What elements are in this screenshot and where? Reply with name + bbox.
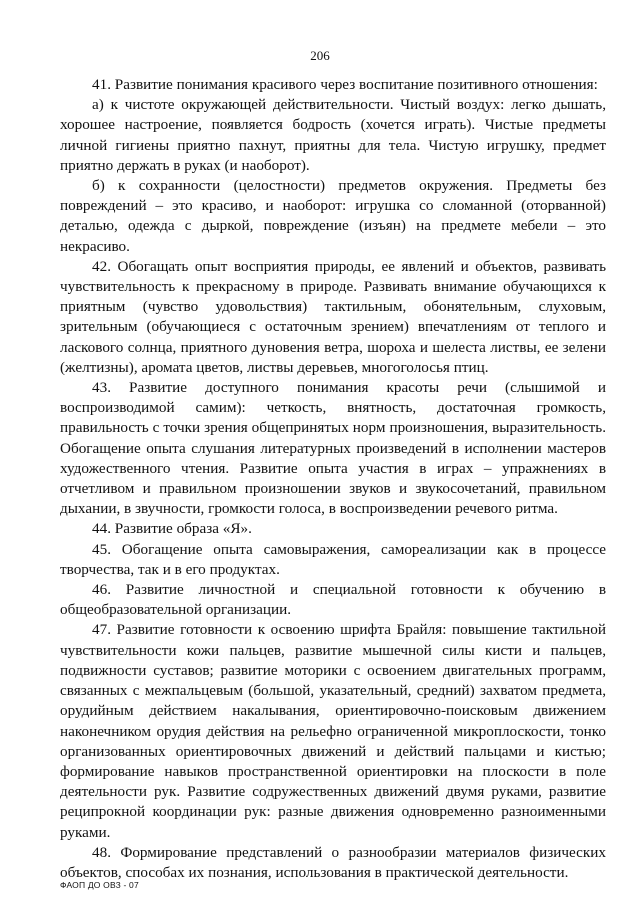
paragraph-45: 45. Обогащение опыта самовыражения, самореализации как в процессе творчества, так и в его продуктах.: [60, 540, 606, 578]
paragraph-43: 43. Развитие доступного понимания красоты речи (слышимой и воспроизводимой самим): четкость, внятность, достаточная громкость, правильность с точки зрения общепринятых норм произношения, выразительность. Обогащение опыта слушания литературных произведений в исполнении мастеров художественного чтения. Развитие опыта участия в играх – упражнениях в отчетливом и правильном произношении звуков и звукосочетаний, правильном дыхании, в звучности, громкости голоса, в воспроизведении речевого ритма.: [60, 379, 606, 518]
paragraph-48: 48. Формирование представлений о разнообразии материалов физических объектов, способах их познания, использования в практической деятельности.: [60, 843, 606, 881]
paragraph-44: 44. Развитие образа «Я».: [92, 520, 252, 538]
paragraph-47: 47. Развитие готовности к освоению шрифта Брайля: повышение тактильной чувствительности кожи пальцев, развитие мышечной силы кисти и пальцев, подвижности суставов; развитие моторики с освоением двигательных программ, связанных с межпальцевым (большой, указательный, средний) захватом предмета, орудийным действием накалывания, ориентировочно-поисковым движением наконечником орудия действия на рельефно ограниченной микроплоскости, тонко организованных ориентировочных движений и действий пальцами и кистью; формирование навыков пространственной ориентировки на плоскости в поле деятельности рук. Развитие содружественных движений двумя руками, развитие реципрокной координации рук: разные движения одновременно разноименными руками.: [60, 621, 606, 841]
paragraph-42: 42. Обогащать опыт восприятия природы, ее явлений и объектов, развивать чувствительность к прекрасному в природе. Развивать внимание обучающихся к приятным (чувство удовольствия) тактильным, обонятельным, слуховым, зрительным (обучающиеся с остаточным зрением) впечатлениям от теплого и ласкового солнца, приятного дуновения ветра, шороха и шелеста листвы, ее зелени (желтизны), аромата цветов, листвы деревьев, многоголосья птиц.: [60, 257, 606, 376]
paragraph-41b: б) к сохранности (целостности) предметов окружения. Предметы без повреждений – это красиво, и наоборот: игрушка со сломанной (оторванной) деталью, одежда с дыркой, повреждение (изъян) на предмете мебели – это некрасиво.: [60, 177, 606, 255]
body-text: [60, 75, 606, 883]
paragraph-41a: а) к чистоте окружающей действительности. Чистый воздух: легко дышать, хорошее настроение, появляется бодрость (хочется играть). Чистые предметы личной гигиены приятно пахнут, приятны для тела. Чистую игрушку, предмет приятно держать в руках (и наоборот).: [60, 96, 606, 174]
page-number: 206: [310, 48, 330, 63]
footer-document-code: ФАОП ДО ОВЗ - 07: [60, 880, 139, 890]
paragraph-41: 41. Развитие понимания красивого через воспитание позитивного отношения:: [92, 76, 598, 93]
paragraph-46: 46. Развитие личностной и специальной готовности к обучению в общеобразовательной организации.: [60, 581, 606, 619]
